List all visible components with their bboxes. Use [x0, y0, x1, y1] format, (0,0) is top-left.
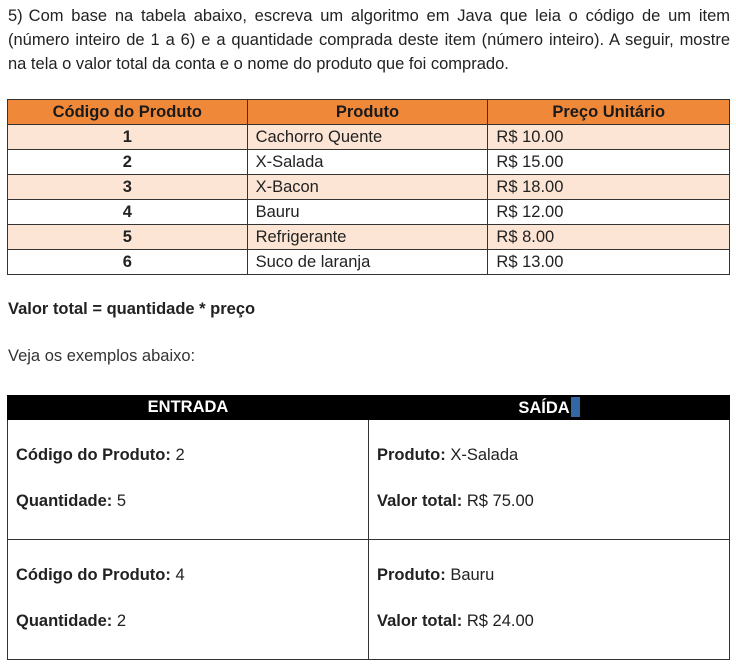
- example-output-cell: [369, 540, 730, 660]
- output-product-line: [377, 566, 729, 585]
- product-name-cell: X-Salada: [247, 150, 488, 175]
- product-name-cell: Bauru: [247, 200, 488, 225]
- total-value: R$ 24.00: [462, 612, 534, 630]
- product-name-cell: X-Bacon: [247, 175, 488, 200]
- table-row: [8, 125, 730, 150]
- examples-header-row: [8, 396, 730, 420]
- product-price-cell: R$ 13.00: [488, 250, 730, 275]
- code-label: Código do Produto:: [16, 446, 171, 464]
- input-quantity-line: [16, 612, 368, 631]
- example-row: [8, 540, 730, 660]
- code-value: 4: [170, 566, 185, 584]
- question-text-block: [8, 4, 730, 76]
- product-code-cell: 4: [8, 200, 248, 225]
- quantity-label: Quantidade:: [16, 612, 113, 630]
- product-value: Bauru: [445, 566, 495, 584]
- product-table-header-row: [8, 100, 730, 125]
- product-price-cell: R$ 15.00: [488, 150, 730, 175]
- total-label: Valor total:: [377, 492, 463, 510]
- header-input: [8, 396, 369, 420]
- examples-table: [7, 395, 730, 660]
- product-name-cell: Cachorro Quente: [247, 125, 488, 150]
- input-quantity-line: [16, 492, 368, 511]
- quantity-label: Quantidade:: [16, 492, 113, 510]
- product-name-cell: Suco de laranja: [247, 250, 488, 275]
- product-code-cell: 6: [8, 250, 248, 275]
- example-input-cell: [8, 420, 369, 540]
- product-code-cell: 5: [8, 225, 248, 250]
- product-code-cell: 3: [8, 175, 248, 200]
- output-total-line: [377, 612, 729, 631]
- header-output-label: SAÍDA: [518, 399, 570, 417]
- table-row: [8, 150, 730, 175]
- example-row: [8, 420, 730, 540]
- product-label: Produto:: [377, 446, 446, 464]
- product-label: Produto:: [377, 566, 446, 584]
- quantity-value: 2: [112, 612, 127, 630]
- code-label: Código do Produto:: [16, 566, 171, 584]
- product-price-cell: R$ 12.00: [488, 200, 730, 225]
- product-price-cell: R$ 10.00: [488, 125, 730, 150]
- formula-text: Valor total = quantidade * preço: [8, 300, 256, 318]
- product-value: X-Salada: [445, 446, 519, 464]
- output-total-line: [377, 492, 729, 511]
- header-input-label: ENTRADA: [147, 398, 229, 416]
- question-number: 5): [8, 7, 23, 25]
- header-unit-price: Preço Unitário: [488, 100, 730, 125]
- table-row: [8, 175, 730, 200]
- header-product-code: Código do Produto: [8, 100, 248, 125]
- header-product-name: Produto: [247, 100, 488, 125]
- table-row: [8, 250, 730, 275]
- product-code-cell: 1: [8, 125, 248, 150]
- table-row: [8, 200, 730, 225]
- product-price-cell: R$ 8.00: [488, 225, 730, 250]
- input-code-line: [16, 566, 368, 585]
- example-output-cell: [369, 420, 730, 540]
- input-code-line: [16, 446, 368, 465]
- product-code-cell: 2: [8, 150, 248, 175]
- header-output: [369, 396, 730, 420]
- example-input-cell: [8, 540, 369, 660]
- total-value: R$ 75.00: [462, 492, 534, 510]
- examples-intro-text: Veja os exemplos abaixo:: [8, 347, 196, 365]
- product-name-cell: Refrigerante: [247, 225, 488, 250]
- quantity-value: 5: [112, 492, 127, 510]
- product-table: [7, 99, 730, 275]
- question-statement: Com base na tabela abaixo, escreva um algoritmo em Java que leia o código de um item (número inteiro de 1 a 6) e a quantidade comprada deste item (número inteiro). A seguir, mostre na tela o valor total da conta e o nome do produto que foi comprado.: [8, 7, 730, 73]
- code-value: 2: [170, 446, 185, 464]
- text-cursor: [571, 397, 580, 417]
- product-price-cell: R$ 18.00: [488, 175, 730, 200]
- output-product-line: [377, 446, 729, 465]
- table-row: [8, 225, 730, 250]
- total-label: Valor total:: [377, 612, 463, 630]
